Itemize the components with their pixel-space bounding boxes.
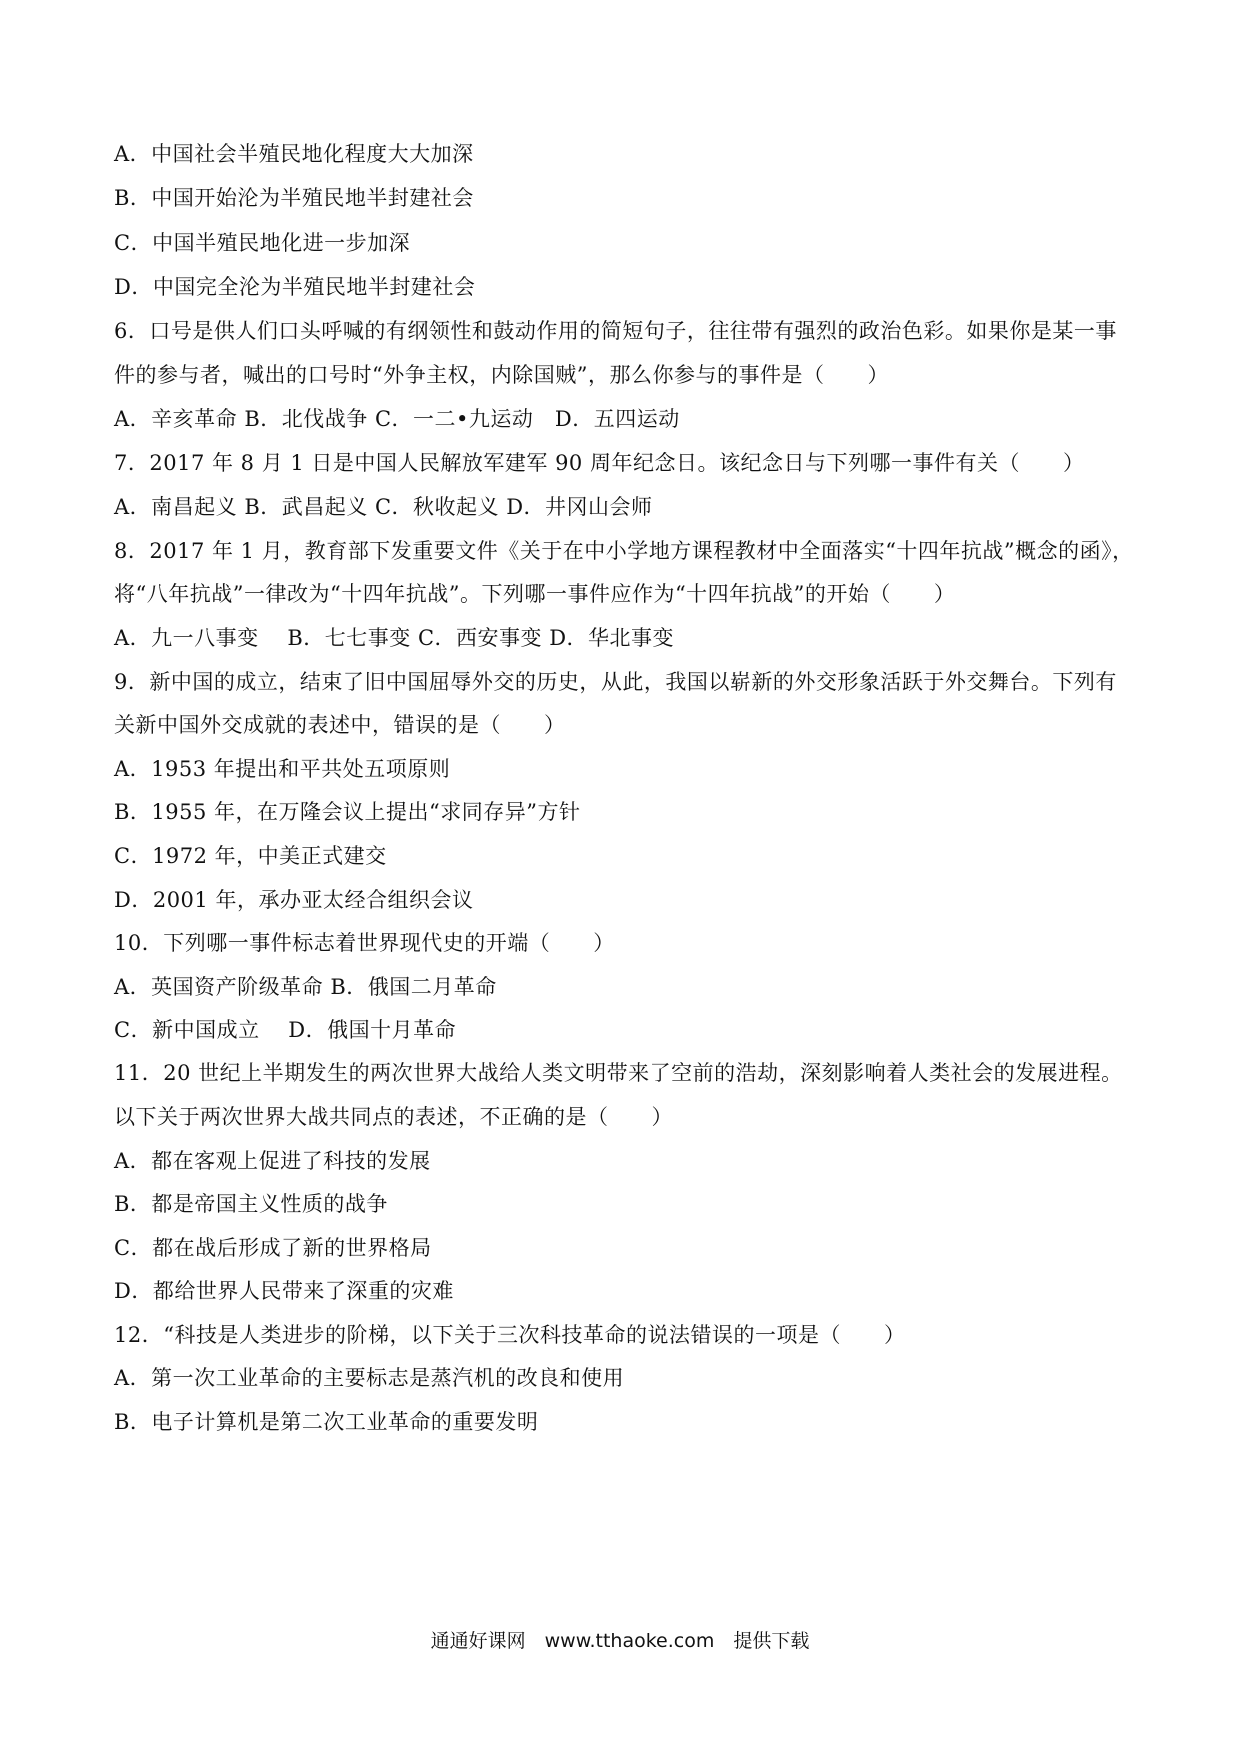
question-8-options: A．九一八事变 B．七七事变 C．西安事变 D．华北事变 (114, 626, 675, 650)
option-12b: B．电子计算机是第二次工业革命的重要发明 (114, 1410, 539, 1434)
question-8-line-2: 将“八年抗战”一律改为“十四年抗战”。下列哪一事件应作为“十四年抗战”的开始（ ） (114, 582, 956, 606)
question-10-options-2: C．新中国成立 D．俄国十月革命 (114, 1018, 457, 1042)
question-12: 12．“科技是人类进步的阶梯，以下关于三次科技革命的说法错误的一项是（ ） (114, 1323, 906, 1347)
question-8-line-1: 8．2017 年 1 月，教育部下发重要文件《关于在中小学地方课程教材中全面落实“十四年抗战”概念的函》， (114, 539, 1134, 563)
page-footer: 通通好课网 www.tthaoke.com 提供下载 (430, 1630, 810, 1652)
question-10-options-1: A．英国资产阶级革命 B．俄国二月革命 (114, 975, 497, 999)
option-11d: D．都给世界人民带来了深重的灾难 (114, 1279, 454, 1303)
question-11-line-2: 以下关于两次世界大战共同点的表述，不正确的是（ ） (114, 1105, 673, 1129)
question-9-line-1: 9．新中国的成立，结束了旧中国屈辱外交的历史，从此，我国以崭新的外交形象活跃于外交舞台。下列有 (114, 670, 1117, 694)
question-7: 7．2017 年 8 月 1 日是中国人民解放军建军 90 周年纪念日。该纪念日与下列哪一事件有关（ ） (114, 451, 1085, 475)
option-9c: C．1972 年，中美正式建交 (114, 844, 387, 868)
option-5d: D．中国完全沦为半殖民地半封建社会 (114, 275, 476, 299)
question-6-options: A．辛亥革命 B．北伐战争 C．一二•九运动 D．五四运动 (114, 407, 680, 431)
option-11c: C．都在战后形成了新的世界格局 (114, 1236, 432, 1260)
option-9b: B．1955 年，在万隆会议上提出“求同存异”方针 (114, 800, 581, 824)
question-7-options: A．南昌起义 B．武昌起义 C．秋收起义 D．井冈山会师 (114, 495, 653, 519)
question-9-line-2: 关新中国外交成就的表述中，错误的是（ ） (114, 713, 566, 737)
option-9a: A．1953 年提出和平共处五项原则 (114, 757, 451, 781)
question-10: 10．下列哪一事件标志着世界现代史的开端（ ） (114, 931, 615, 955)
option-5a: A．中国社会半殖民地化程度大大加深 (114, 142, 474, 166)
question-6-line-2: 件的参与者，喊出的口号时“外争主权，内除国贼”，那么你参与的事件是（ ） (114, 363, 889, 387)
option-9d: D．2001 年，承办亚太经合组织会议 (114, 888, 474, 912)
option-11a: A．都在客观上促进了科技的发展 (114, 1149, 431, 1173)
option-5b: B．中国开始沦为半殖民地半封建社会 (114, 186, 474, 210)
option-5c: C．中国半殖民地化进一步加深 (114, 231, 411, 255)
question-11-line-1: 11．20 世纪上半期发生的两次世界大战给人类文明带来了空前的浩劫，深刻影响着人类社会的发展进程。 (114, 1061, 1123, 1085)
option-12a: A．第一次工业革命的主要标志是蒸汽机的改良和使用 (114, 1366, 625, 1390)
question-6-line-1: 6．口号是供人们口头呼喊的有纲领性和鼓动作用的简短句子，往往带有强烈的政治色彩。如果你是某一事 (114, 319, 1117, 343)
option-11b: B．都是帝国主义性质的战争 (114, 1192, 388, 1216)
